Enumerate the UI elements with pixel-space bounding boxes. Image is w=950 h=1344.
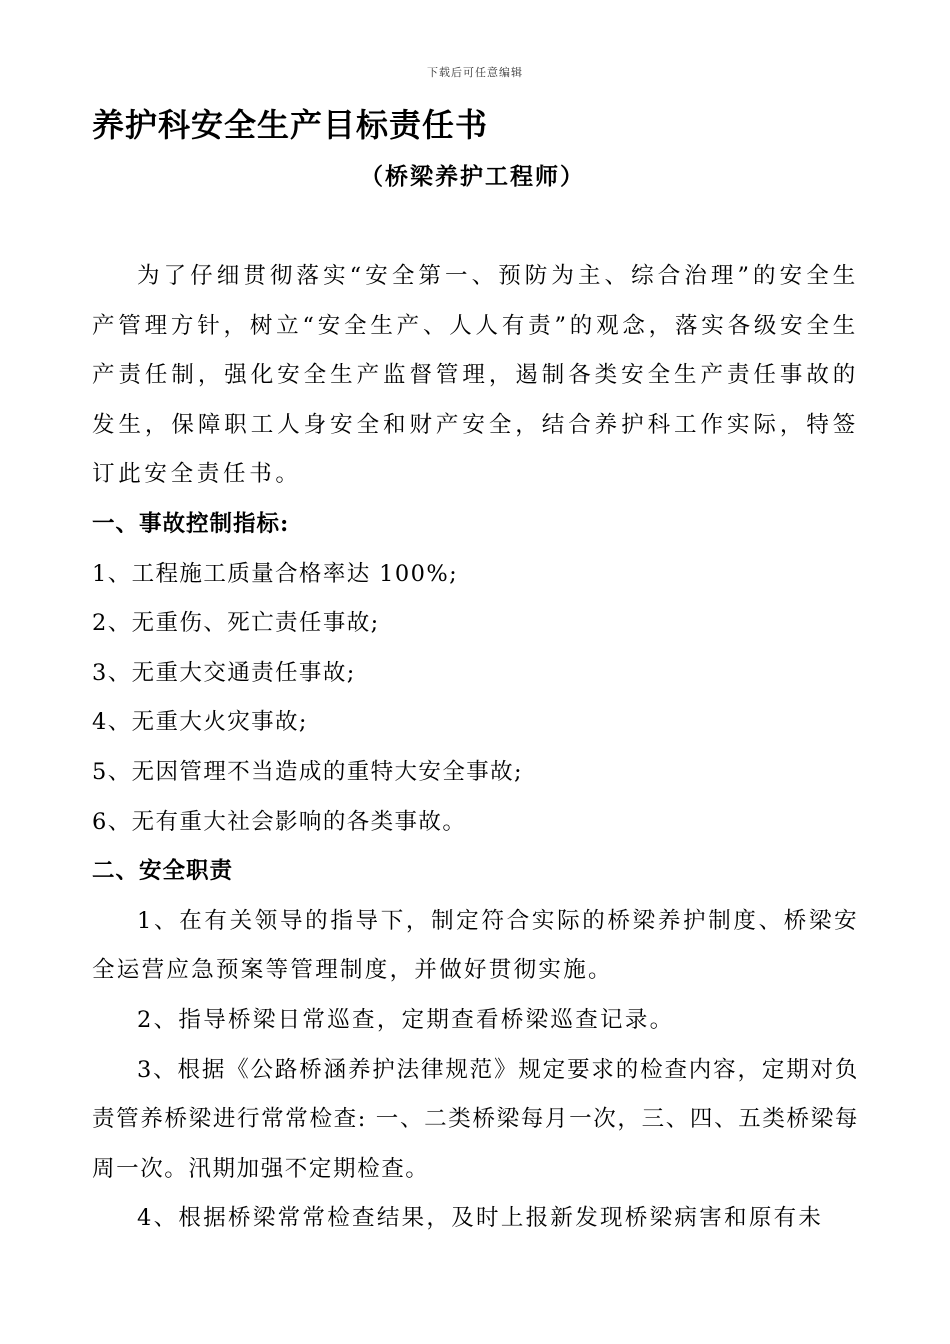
- document-subtitle: （桥梁养护工程师）: [360, 163, 585, 190]
- duty-paragraph: 1、在有关领导的指导下，制定符合实际的桥梁养护制度、桥梁安全运营应急预案等管理制度，并做好贯彻实施。: [92, 907, 859, 984]
- list-item: 2、无重伤、死亡责任事故;: [92, 610, 380, 637]
- document-body: [92, 252, 859, 1244]
- download-note: 下载后可任意编辑: [427, 66, 523, 79]
- duty-paragraph: 2、指导桥梁日常巡查，定期查看桥梁巡查记录。: [137, 1006, 675, 1033]
- duty-paragraph: 3、根据《公路桥涵养护法律规范》规定要求的检查内容，定期对负责管养桥梁进行常常检查: 一、二类桥梁每月一次，三、四、五类桥梁每周一次。汛期加强不定期检查。: [92, 1056, 859, 1182]
- section-heading-safety-duties: 二、安全职责: [92, 858, 234, 885]
- intro-paragraph: 为了仔细贯彻落实“安全第一、预防为主、综合治理”的安全生产管理方针，树立“安全生产、人人有责”的观念，落实各级安全生产责任制，强化安全生产监督管理，遏制各类安全生产责任事故的发生，保障职工人身安全和财产安全，结合养护科工作实际，特签订此安全责任书。: [92, 263, 859, 488]
- section-heading-accident-control: 一、事故控制指标:: [92, 510, 290, 537]
- document-title: 养护科安全生产目标责任书: [92, 106, 489, 144]
- list-item: 3、无重大交通责任事故;: [92, 659, 356, 686]
- duty-paragraph: 4、根据桥梁常常检查结果，及时上报新发现桥梁病害和原有未: [137, 1205, 824, 1232]
- list-item: 5、无因管理不当造成的重特大安全事故;: [92, 758, 523, 785]
- list-item: 1、工程施工质量合格率达 100%;: [92, 560, 459, 587]
- list-item: 6、无有重大社会影响的各类事故。: [92, 808, 467, 835]
- list-item: 4、无重大火灾事故;: [92, 709, 308, 736]
